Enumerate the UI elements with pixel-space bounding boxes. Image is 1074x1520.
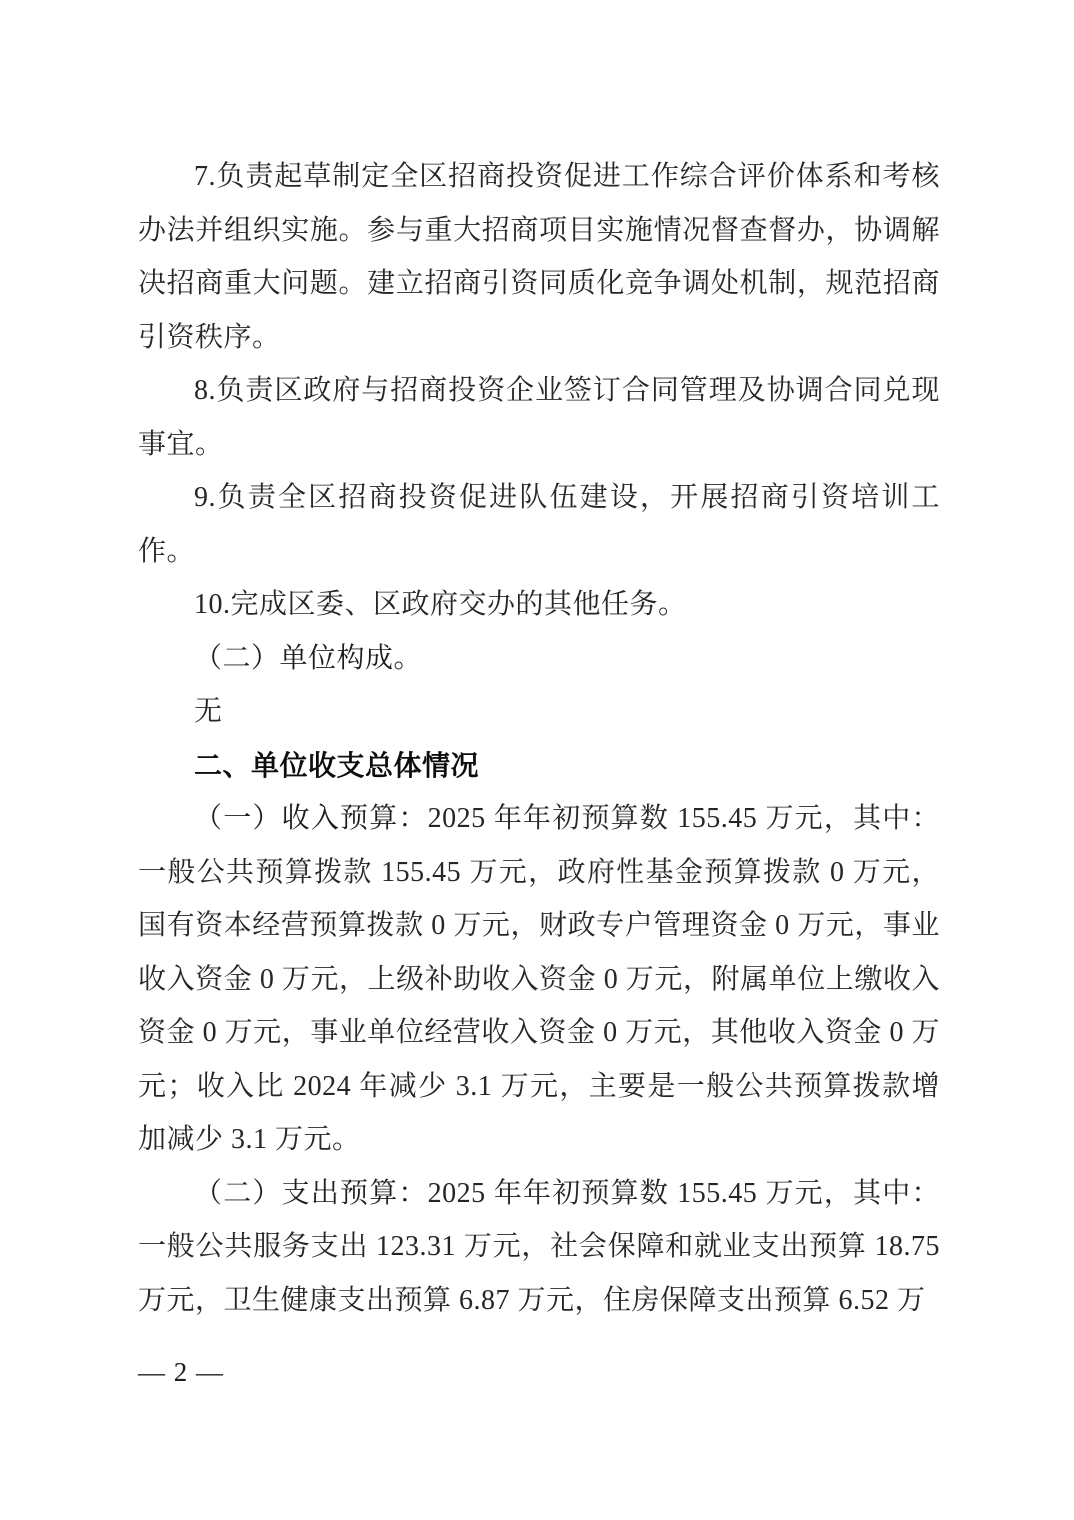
paragraph-duty-8: 8.负责区政府与招商投资企业签订合同管理及协调合同兑现事宜。 <box>138 375 940 460</box>
paragraph-expenditure-budget <box>138 1167 940 1328</box>
subheading-unit-composition: （二）单位构成。 <box>194 642 423 674</box>
paragraph-income-budget <box>138 792 940 1167</box>
income-budget-text: 2025 年年初预算数 155.45 万元，其中：一般公共预算拨款 155.45 万元，政府性基金预算拨款 0 万元，国有资本经营预算拨款 0 万元，财政专户管理资金 0 万元，事业收入资金 0 万元，上级补助收入资金 0 万元，附属单位上缴收入资金 0 万元，事业单位经营收入资金 0 万元，其他收入资金 0 万元；收入比 2024 年减少 3.1 万元，主要是一般公共预算拨款增加减少 3.1 万元。 <box>138 803 940 1155</box>
document-body <box>138 150 940 1327</box>
page-number: — 2 — <box>138 1357 224 1387</box>
expenditure-budget-lead: （二）支出预算： <box>194 1177 428 1209</box>
paragraph-none: 无 <box>194 696 223 727</box>
paragraph-duty-7: 7.负责起草制定全区招商投资促进工作综合评价体系和考核办法并组织实施。参与重大招商项目实施情况督查督办，协调解决招商重大问题。建立招商引资同质化竞争调处机制，规范招商引资秩序。 <box>138 161 940 353</box>
expenditure-budget-text: 2025 年年初预算数 155.45 万元，其中：一般公共服务支出 123.31 万元，社会保障和就业支出预算 18.75 万元，卫生健康支出预算 6.87 万元，住房保障支出预算 6.52 万 <box>138 1177 940 1316</box>
income-budget-lead: （一）收入预算： <box>194 803 428 834</box>
paragraph-duty-9: 9.负责全区招商投资促进队伍建设，开展招商引资培训工作。 <box>138 482 940 567</box>
heading-unit-revenue-expenditure-overview: 二、单位收支总体情况 <box>194 749 480 781</box>
paragraph-duty-10: 10.完成区委、区政府交办的其他任务。 <box>194 589 687 620</box>
